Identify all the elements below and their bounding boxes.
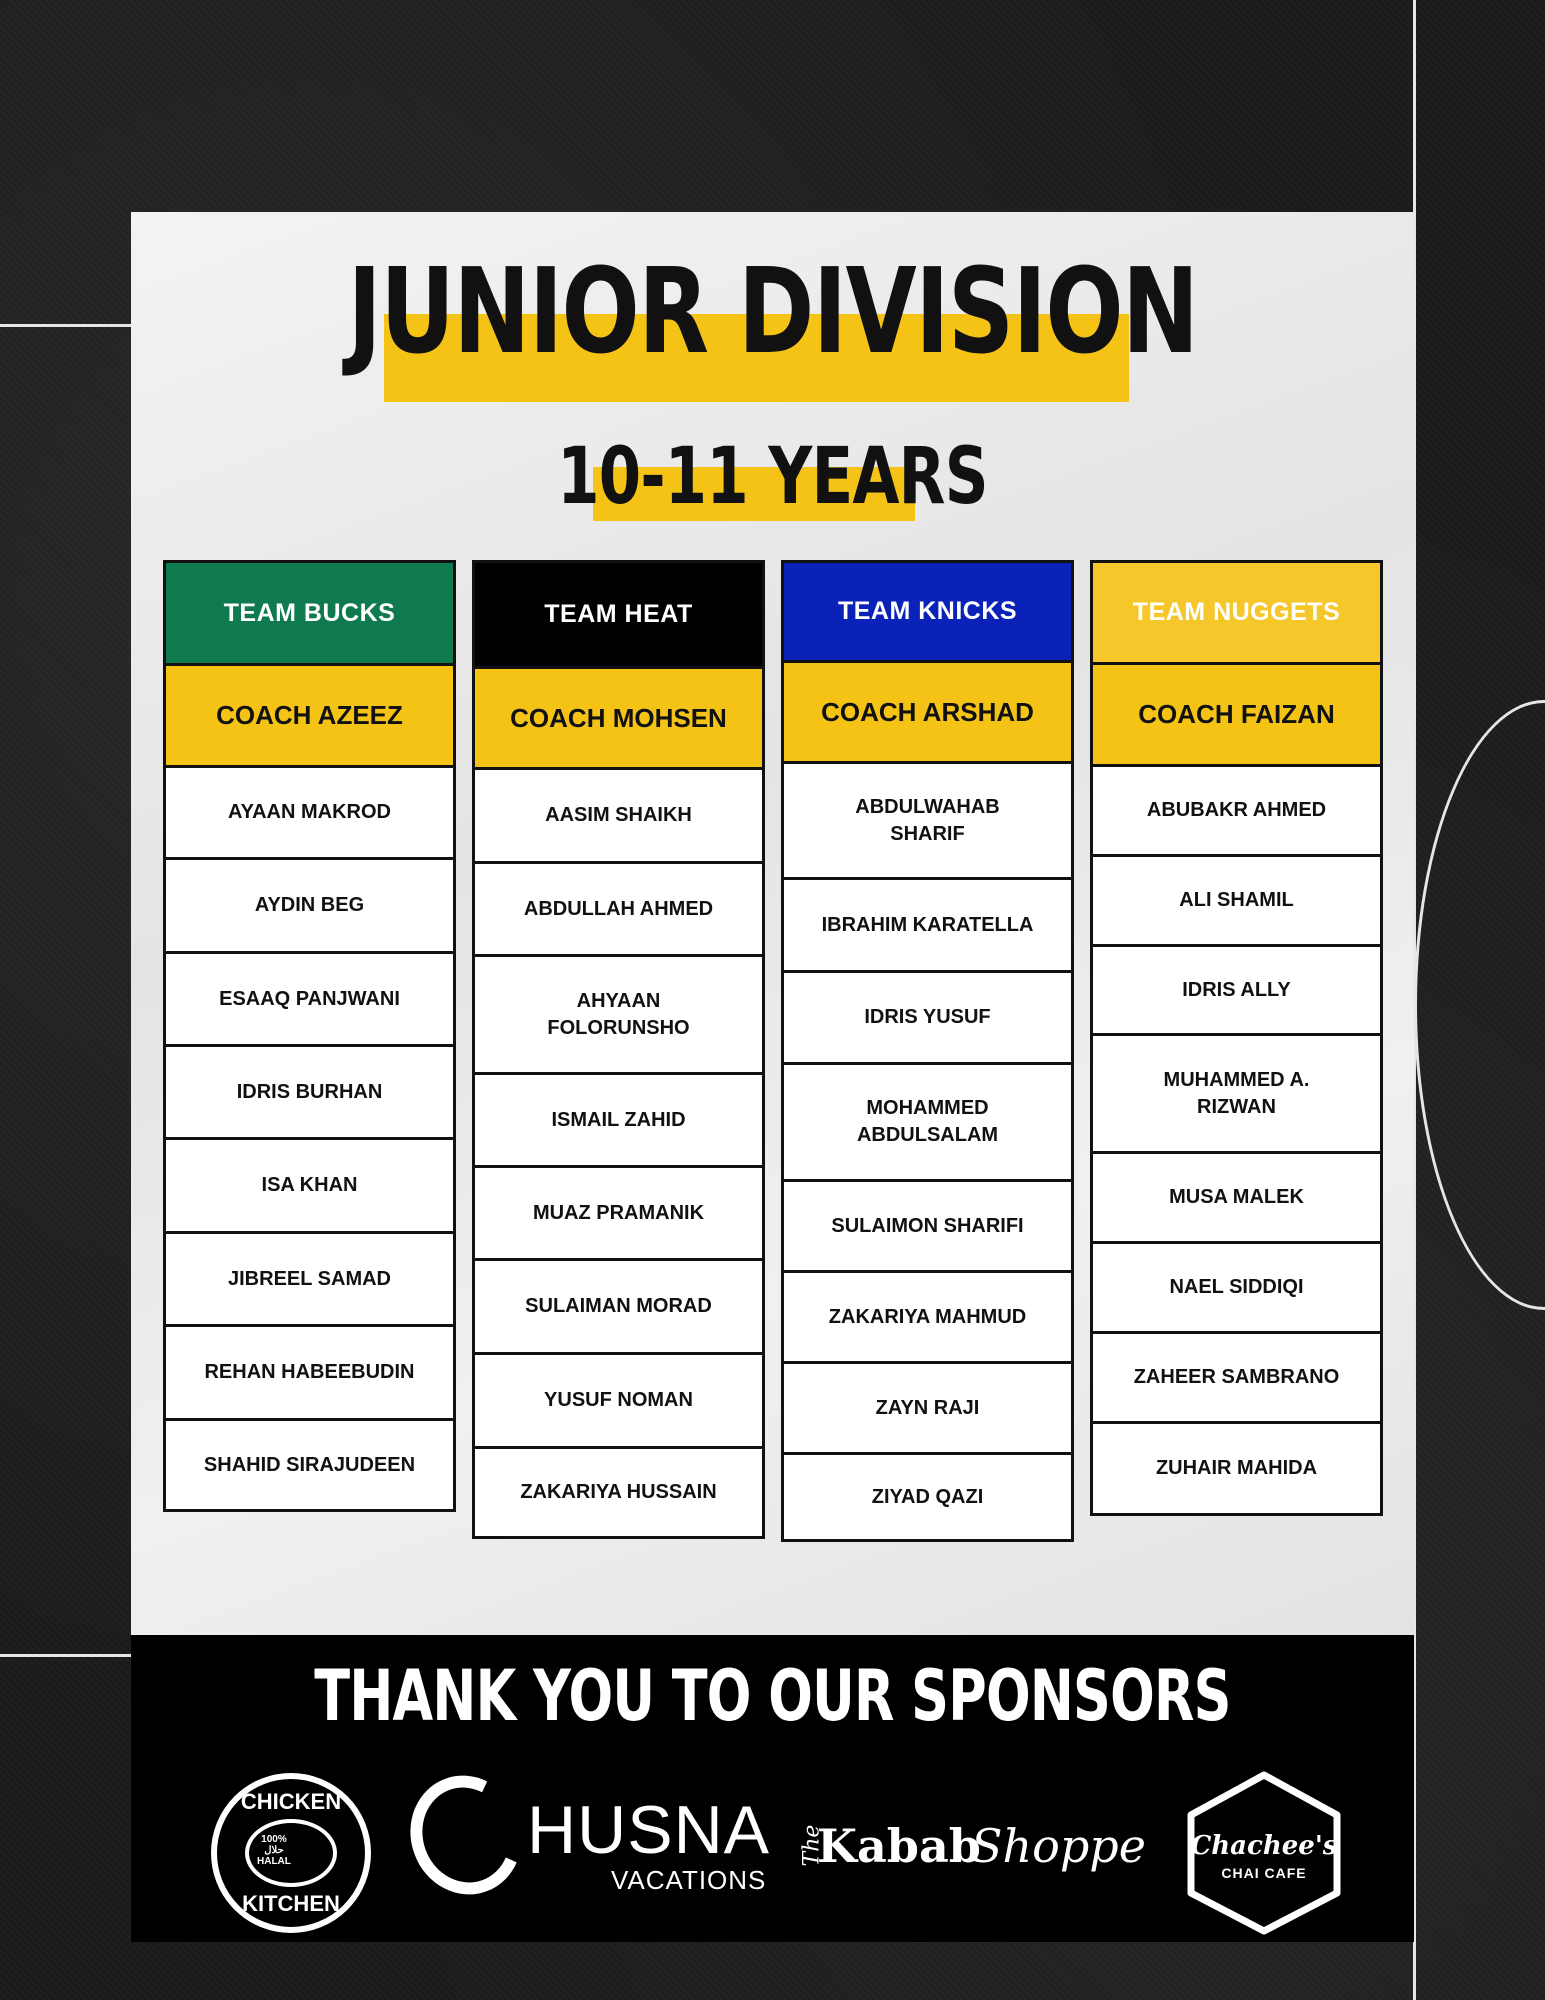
player-row: ESAAQ PANJWANI — [166, 954, 453, 1047]
team-name: TEAM KNICKS — [784, 563, 1071, 663]
player-row: AYAAN MAKROD — [166, 768, 453, 860]
player-row: ZAKARIYA HUSSAIN — [520, 1481, 717, 1503]
coach-name: COACH FAIZAN — [1093, 665, 1380, 767]
player-row: ABDULWAHAB SHARIF — [784, 764, 1071, 880]
chachees-chai-cafe-logo — [1179, 1769, 1349, 1937]
player-row: IBRAHIM KARATELLA — [784, 880, 1071, 973]
husna-wordmark: HUSNA — [527, 1792, 771, 1868]
player-row: MUSA MALEK — [1093, 1154, 1380, 1244]
poster — [131, 212, 1414, 1942]
team-card-heat — [472, 560, 765, 1539]
player-row: IDRIS BURHAN — [166, 1047, 453, 1140]
player-row: ALI SHAMIL — [1093, 857, 1380, 947]
chicken-kitchen-bottom-text: KITCHEN — [242, 1891, 340, 1916]
page-title: JUNIOR DIVISION — [347, 242, 1198, 380]
team-card-knicks — [781, 560, 1074, 1542]
player-row: AYDIN BEG — [166, 860, 453, 954]
field-line-left-top — [0, 324, 131, 327]
halal-badge: 100% حلال HALAL — [257, 1834, 291, 1867]
chachee-wordmark: Chachee's — [1190, 1831, 1338, 1861]
player-row: SHAHID SIRAJUDEEN — [203, 1453, 416, 1476]
player-row: ABUBAKR AHMED — [1093, 767, 1380, 857]
team-card-bucks — [163, 560, 456, 1512]
player-row: MUAZ PRAMANIK — [475, 1168, 762, 1261]
player-row: MOHAMMED ABDULSALAM — [784, 1065, 1071, 1182]
player-row: ZAYN RAJI — [784, 1364, 1071, 1455]
player-row: AASIM SHAIKH — [475, 770, 762, 864]
player-row: REHAN HABEEBUDIN — [166, 1327, 453, 1421]
player-row: NAEL SIDDIQI — [1093, 1244, 1380, 1334]
kabab-the: The — [799, 1824, 825, 1867]
player-row: IDRIS ALLY — [1093, 947, 1380, 1036]
chachee-subtitle: CHAI CAFE — [1221, 1865, 1307, 1881]
chicken-kitchen-logo — [211, 1773, 371, 1933]
husna-subtitle: VACATIONS — [611, 1865, 767, 1895]
kabab-word: Kabab — [817, 1819, 981, 1873]
husna-swoosh-icon — [394, 1760, 538, 1910]
kabab-shoppe-word: Shoppe — [971, 1819, 1146, 1873]
sponsors-footer — [131, 1635, 1414, 1942]
coach-name: COACH ARSHAD — [784, 663, 1071, 764]
field-line-left-bottom — [0, 1654, 131, 1657]
player-row: ISMAIL ZAHID — [475, 1075, 762, 1168]
team-name: TEAM NUGGETS — [1093, 563, 1380, 665]
player-row: ZUHAIR MAHIDA — [1155, 1457, 1318, 1479]
player-row: ISA KHAN — [166, 1140, 453, 1234]
player-row: ABDULLAH AHMED — [475, 864, 762, 957]
player-row: SULAIMAN MORAD — [475, 1261, 762, 1355]
coach-name: COACH AZEEZ — [166, 666, 453, 768]
team-name: TEAM HEAT — [475, 563, 762, 669]
player-row: ZAHEER SAMBRANO — [1093, 1334, 1380, 1424]
chicken-kitchen-top-text: CHICKEN — [240, 1789, 342, 1814]
husna-vacations-logo — [411, 1775, 771, 1905]
sponsors-title: THANK YOU TO OUR SPONSORS — [314, 1655, 1231, 1737]
team-name: TEAM BUCKS — [166, 563, 453, 666]
age-group-subtitle: 10-11 YEARS — [557, 432, 988, 522]
player-row: ZIYAD QAZI — [871, 1485, 984, 1508]
player-row: YUSUF NOMAN — [475, 1355, 762, 1449]
player-row: IDRIS YUSUF — [784, 973, 1071, 1065]
player-row: MUHAMMED A. RIZWAN — [1093, 1036, 1380, 1154]
player-row: JIBREEL SAMAD — [166, 1234, 453, 1327]
team-card-nuggets — [1090, 560, 1383, 1516]
kabab-shoppe-logo — [791, 1813, 1146, 1883]
player-row: AHYAAN FOLORUNSHO — [475, 957, 762, 1075]
coach-name: COACH MOHSEN — [475, 669, 762, 770]
player-row: ZAKARIYA MAHMUD — [784, 1273, 1071, 1364]
player-row: SULAIMON SHARIFI — [784, 1182, 1071, 1273]
